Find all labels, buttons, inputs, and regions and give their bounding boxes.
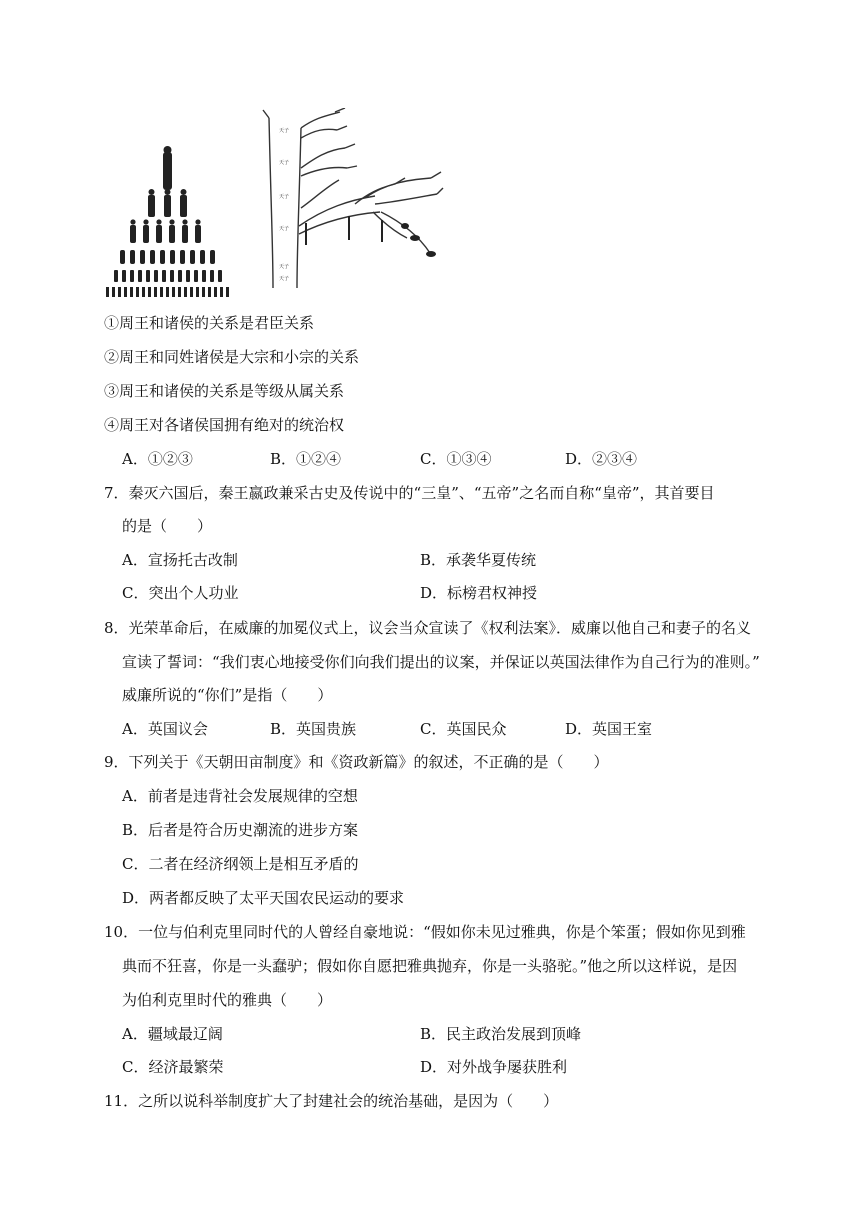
q10-option-b[interactable]: B．民主政治发展到顶峰 (420, 1025, 582, 1043)
q7-option-a[interactable]: A．宣扬托古改制 (122, 551, 238, 569)
q10-option-d[interactable]: D．对外战争屡获胜利 (420, 1058, 568, 1076)
q8-option-a[interactable]: A．英国议会 (122, 720, 208, 738)
q8-stem-line-1: 8．光荣革命后，在威廉的加冕仪式上，议会当众宣读了《权利法案》．威廉以他自己和妻子的名义 (104, 619, 752, 637)
q8-option-b[interactable]: B．英国贵族 (270, 720, 357, 738)
q11-stem-line-1: 11．之所以说科举制度扩大了封建社会的统治基础，是因为（ ） (104, 1092, 559, 1110)
tree-label: 天子 (279, 128, 290, 134)
q7-stem-line-1: 7．秦灭六国后，秦王嬴政兼采古史及传说中的“三皇”、“五帝”之名而自称“皇帝”，其首要目 (104, 484, 715, 502)
q9-option-c[interactable]: C．二者在经济纲领上是相互矛盾的 (122, 855, 359, 873)
q7-option-c[interactable]: C．突出个人功业 (122, 584, 239, 602)
tree-label: 天子 (279, 194, 290, 200)
q6-option-d[interactable]: D．②③④ (565, 450, 638, 468)
tree-label: 天子 (279, 264, 290, 270)
q10-stem-line-3: 为伯利克里时代的雅典（ ） (122, 991, 333, 1009)
tree-label: 天子 (279, 160, 290, 166)
q9-stem-line-1: 9．下列关于《天朝田亩制度》和《资政新篇》的叙述，不正确的是（ ） (104, 753, 609, 771)
q6-statement-4: ④周王对各诸侯国拥有绝对的统治权 (104, 416, 345, 434)
q9-option-d[interactable]: D．两者都反映了太平天国农民运动的要求 (122, 889, 405, 907)
feudal-pyramid-figure (100, 140, 235, 300)
q10-option-a[interactable]: A．疆域最辽阔 (122, 1025, 223, 1043)
q6-statement-3: ③周王和诸侯的关系是等级从属关系 (104, 382, 345, 400)
q8-option-d[interactable]: D．英国王室 (565, 720, 653, 738)
q6-statement-1: ①周王和诸侯的关系是君臣关系 (104, 314, 315, 332)
q7-stem-line-2: 的是（ ） (122, 517, 213, 535)
clan-tree-figure (255, 108, 445, 293)
tree-label: 天子 (279, 276, 290, 282)
q6-statement-2: ②周王和同姓诸侯是大宗和小宗的关系 (104, 348, 360, 366)
q9-option-a[interactable]: A．前者是违背社会发展规律的空想 (122, 787, 358, 805)
q10-stem-line-1: 10．一位与伯利克里同时代的人曾经自豪地说：“假如你未见过雅典，你是个笨蛋；假如你见到雅 (104, 923, 746, 941)
tree-label: 天子 (279, 226, 290, 232)
q8-stem-line-2: 宣读了誓词：“我们衷心地接受你们向我们提出的议案，并保证以英国法律作为自己行为的准则。” (122, 653, 760, 671)
q10-stem-line-2: 典而不狂喜，你是一头蠢驴；假如你自愿把雅典抛弃，你是一头骆驼。”他之所以这样说，是因 (122, 957, 738, 975)
q8-stem-line-3: 威廉所说的“你们”是指（ ） (122, 686, 333, 704)
q6-option-a[interactable]: A．①②③ (122, 450, 193, 468)
q9-option-b[interactable]: B．后者是符合历史潮流的进步方案 (122, 821, 359, 839)
q7-option-d[interactable]: D．标榜君权神授 (420, 584, 538, 602)
q7-option-b[interactable]: B．承袭华夏传统 (420, 551, 537, 569)
q8-option-c[interactable]: C．英国民众 (420, 720, 507, 738)
q10-option-c[interactable]: C．经济最繁荣 (122, 1058, 224, 1076)
q6-option-c[interactable]: C．①③④ (420, 450, 492, 468)
q6-option-b[interactable]: B．①②④ (270, 450, 342, 468)
